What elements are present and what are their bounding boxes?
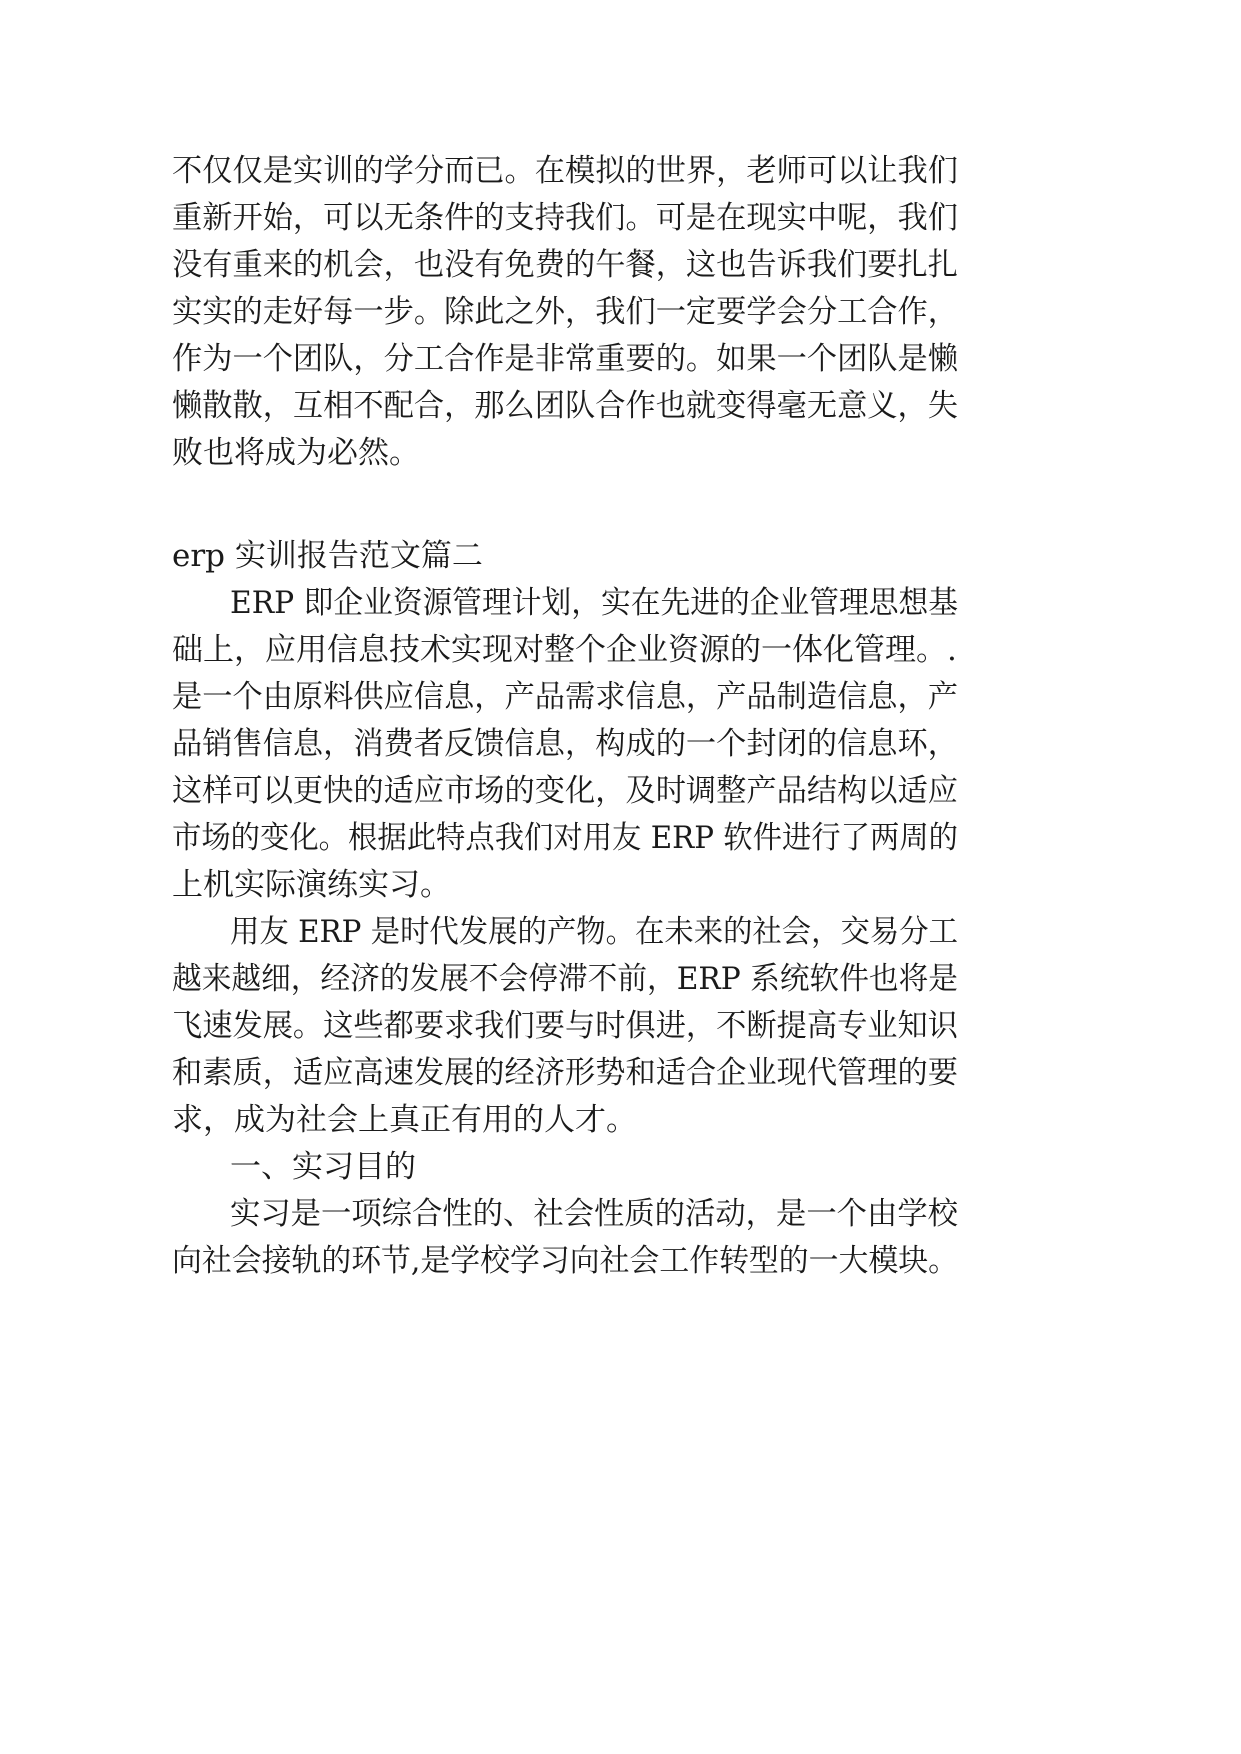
section-heading-text: erp 实训报告范文篇二 [172,538,483,574]
paragraph-line [0,151,1241,191]
paragraph-line [0,339,1241,379]
text-line: ERP 即企业资源管理计划，实在先进的企业管理思想基 [230,585,958,621]
text-line: 用友 ERP 是时代发展的产物。在未来的社会，交易分工 [230,914,958,950]
text-line: 础上，应用信息技术实现对整个企业资源的一体化管理。. [172,632,957,668]
text-line: 越来越细，经济的发展不会停滞不前，ERP 系统软件也将是 [172,961,958,997]
paragraph-line [0,1194,1241,1234]
section-heading [0,536,1241,576]
paragraph-line [0,724,1241,764]
paragraph-line [0,245,1241,285]
paragraph-line [0,865,1241,905]
paragraph-line [0,771,1241,811]
paragraph-line [0,912,1241,952]
text-line: 作为一个团队，分工合作是非常重要的。如果一个团队是懒 [172,341,958,377]
paragraph-line [0,386,1241,426]
text-line: 实实的走好每一步。除此之外，我们一定要学会分工合作， [172,294,958,330]
paragraph-line [0,198,1241,238]
text-line: 实习是一项综合性的、社会性质的活动，是一个由学校 [230,1196,958,1232]
paragraph-line [0,292,1241,332]
text-line: 飞速发展。这些都要求我们要与时俱进，不断提高专业知识 [172,1008,958,1044]
text-line: 这样可以更快的适应市场的变化，及时调整产品结构以适应 [172,773,958,809]
text-line: 败也将成为必然。 [172,435,420,471]
text-line: 上机实际演练实习。 [172,867,451,903]
text-line: 求，成为社会上真正有用的人才。 [172,1102,637,1138]
paragraph-line [0,1241,1241,1281]
paragraph-line [0,818,1241,858]
paragraph-line [0,433,1241,473]
text-line: 和素质，适应高速发展的经济形势和适合企业现代管理的要 [172,1055,958,1091]
text-line: 不仅仅是实训的学分而已。在模拟的世界，老师可以让我们 [172,153,958,189]
paragraph-line [0,1053,1241,1093]
paragraph-line [0,677,1241,717]
paragraph-line [0,959,1241,999]
paragraph-line [0,1100,1241,1140]
text-line: 是一个由原料供应信息，产品需求信息，产品制造信息，产 [172,679,958,715]
text-line: 品销售信息，消费者反馈信息，构成的一个封闭的信息环， [172,726,958,762]
paragraph-line [0,1006,1241,1046]
text-line: 懒散散，互相不配合，那么团队合作也就变得毫无意义，失 [172,388,958,424]
text-line: 向社会接轨的环节,是学校学习向社会工作转型的一大模块。 [172,1243,958,1279]
subheading-line [0,1147,1241,1187]
paragraph-line [0,583,1241,623]
paragraph-line [0,630,1241,670]
text-line: 市场的变化。根据此特点我们对用友 ERP 软件进行了两周的 [172,820,958,856]
subheading-text: 一、实习目的 [230,1149,416,1185]
text-line: 重新开始，可以无条件的支持我们。可是在现实中呢，我们 [172,200,958,236]
text-line: 没有重来的机会，也没有免费的午餐，这也告诉我们要扎扎 [172,247,958,283]
